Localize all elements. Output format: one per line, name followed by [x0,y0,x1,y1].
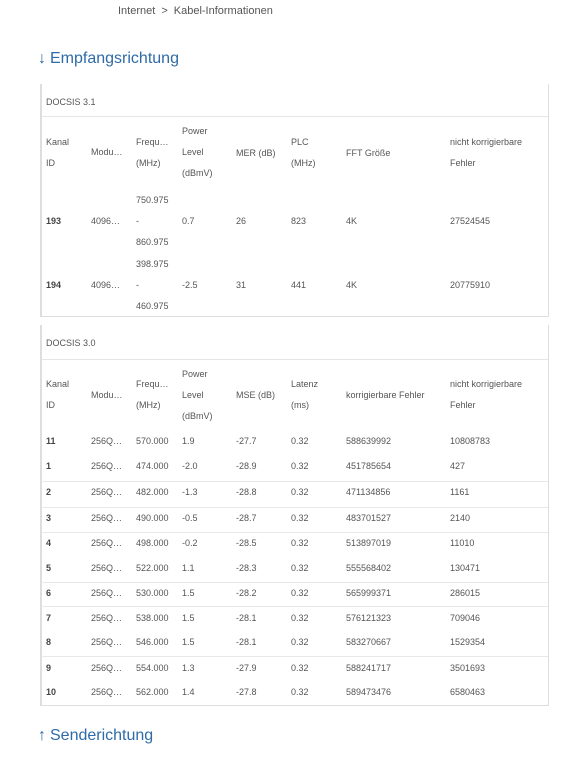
table-cell-latency: 0.32 [291,513,309,523]
docsis30-title-divider [41,359,548,360]
table-cell-id: 193 [46,216,62,226]
table-cell-id: 2 [46,487,52,497]
table-cell-uncorrectable: 427 [450,461,466,471]
breadcrumb [118,5,273,17]
table-cell-power: 0.7 [182,216,195,226]
table-cell-latency: 0.32 [291,436,309,446]
downstream-heading[interactable] [38,50,179,68]
table-cell-id: 194 [46,280,62,290]
table-cell-id: 3 [46,513,52,523]
header-kanal-id: Kanal ID [46,379,70,410]
table-cell-frequency: 554.000 [136,663,169,673]
table-cell-mse: -27.7 [236,436,257,446]
table-cell-power: 1.1 [182,563,195,573]
table-cell-modulation: 256Q… [91,461,123,471]
table-cell-correctable: 588639992 [346,436,392,446]
row-divider [41,656,548,657]
table-cell-uncorrectable: 11010 [450,538,475,548]
table-cell-id: 9 [46,663,52,673]
table-cell-mer: 26 [236,216,247,226]
table-cell-power: -2.5 [182,280,198,290]
table-cell-modulation: 4096… [91,216,121,226]
docsis31-title: DOCSIS 3.1 [46,97,96,107]
table-cell-frequency: 750.975 - 860.975 [136,195,169,247]
table-cell-power: 1.5 [182,637,195,647]
table-cell-mse: -28.3 [236,563,257,573]
docsis30-panel [40,325,549,706]
table-cell-power: 1.5 [182,613,195,623]
row-divider [41,481,548,482]
table-cell-power: -2.0 [182,461,198,471]
header-frequency: Frequ… (MHz) [136,379,169,410]
table-cell-uncorrectable: 20775910 [450,280,491,290]
table-cell-modulation: 256Q… [91,538,123,548]
table-cell-latency: 0.32 [291,538,309,548]
table-cell-frequency: 522.000 [136,563,169,573]
table-cell-modulation: 256Q… [91,436,123,446]
table-cell-mse: -28.1 [236,613,257,623]
table-cell-uncorrectable: 2140 [450,513,471,523]
table-cell-modulation: 256Q… [91,487,123,497]
header-plc: PLC (MHz) [291,137,316,168]
table-cell-mse: -27.9 [236,663,257,673]
table-cell-modulation: 256Q… [91,588,123,598]
upstream-heading-label: Senderichtung [50,727,154,744]
table-cell-power: 1.4 [182,687,195,697]
table-cell-modulation: 256Q… [91,687,123,697]
table-cell-correctable: 589473476 [346,687,392,697]
table-cell-frequency: 498.000 [136,538,169,548]
table-cell-id: 8 [46,637,52,647]
table-cell-correctable: 555568402 [346,563,392,573]
breadcrumb-internet[interactable]: Internet [118,5,156,17]
row-divider [41,532,548,533]
header-mse: MSE (dB) [236,390,276,400]
docsis31-panel [40,84,549,317]
table-cell-latency: 0.32 [291,461,309,471]
table-cell-modulation: 256Q… [91,663,123,673]
table-cell-id: 11 [46,436,56,446]
table-cell-modulation: 256Q… [91,563,123,573]
row-divider [41,582,548,583]
table-cell-frequency: 490.000 [136,513,169,523]
breadcrumb-separator: > [161,5,168,17]
breadcrumb-current: Kabel-Informationen [173,5,273,17]
table-cell-power: 1.3 [182,663,195,673]
downstream-heading-label: Empfangsrichtung [50,50,179,67]
header-uncorrectable: nicht korrigierbare Fehler [450,379,523,410]
table-cell-uncorrectable: 27524545 [450,216,491,226]
header-latency: Latenz (ms) [291,379,319,410]
table-cell-uncorrectable: 6580463 [450,687,486,697]
table-cell-latency: 0.32 [291,588,309,598]
table-cell-id: 6 [46,588,52,598]
header-uncorrectable: nicht korrigierbare Fehler [450,137,523,168]
header-fft: FFT Größe [346,148,391,158]
table-cell-mse: -28.8 [236,487,257,497]
table-cell-power: -0.5 [182,513,198,523]
table-cell-id: 7 [46,613,52,623]
upstream-heading[interactable] [38,727,153,745]
table-cell-latency: 0.32 [291,637,309,647]
table-cell-mse: -28.2 [236,588,257,598]
table-cell-correctable: 583270667 [346,637,392,647]
table-cell-power: -1.3 [182,487,198,497]
row-divider [41,606,548,607]
header-modulation: Modu… [91,147,123,157]
table-cell-fft: 4K [346,216,358,226]
table-cell-correctable: 588241717 [346,663,392,673]
header-correctable: korrigierbare Fehler [346,390,425,400]
table-cell-correctable: 513897019 [346,538,392,548]
header-frequency: Frequ… (MHz) [136,137,169,168]
table-cell-id: 10 [46,687,57,697]
table-cell-latency: 0.32 [291,663,309,673]
table-cell-power: 1.5 [182,588,195,598]
table-cell-mse: -28.7 [236,513,257,523]
table-cell-latency: 0.32 [291,613,309,623]
table-cell-mse: -27.8 [236,687,257,697]
table-cell-uncorrectable: 709046 [450,613,481,623]
docsis31-title-divider [41,116,548,117]
table-cell-correctable: 576121323 [346,613,392,623]
table-cell-modulation: 256Q… [91,613,123,623]
docsis30-title: DOCSIS 3.0 [46,338,96,348]
header-power-level: Power Level (dBmV) [182,126,213,178]
table-cell-plc: 441 [291,280,307,290]
header-mer: MER (dB) [236,148,276,158]
table-cell-correctable: 471134856 [346,487,391,497]
table-cell-mse: -28.1 [236,637,257,647]
table-cell-correctable: 451785654 [346,461,392,471]
arrow-down-icon: ↓ [38,50,46,67]
table-cell-modulation: 4096… [91,280,121,290]
table-cell-latency: 0.32 [291,487,309,497]
table-cell-frequency: 562.000 [136,687,169,697]
table-cell-modulation: 256Q… [91,637,123,647]
table-cell-frequency: 538.000 [136,613,169,623]
table-cell-uncorrectable: 3501693 [450,663,486,673]
header-modulation: Modu… [91,390,123,400]
table-cell-mer: 31 [236,280,247,290]
table-cell-uncorrectable: 10808783 [450,436,491,446]
table-cell-mse: -28.9 [236,461,257,471]
table-cell-latency: 0.32 [291,687,309,697]
table-cell-frequency: 530.000 [136,588,169,598]
table-cell-uncorrectable: 130471 [450,563,481,573]
table-cell-uncorrectable: 1529354 [450,637,486,647]
table-cell-uncorrectable: 286015 [450,588,481,598]
table-cell-fft: 4K [346,280,358,290]
table-cell-id: 1 [46,461,52,471]
table-cell-frequency: 546.000 [136,637,169,647]
arrow-up-icon: ↑ [38,727,46,744]
table-cell-plc: 823 [291,216,307,226]
table-cell-id: 4 [46,538,52,548]
table-cell-power: -0.2 [182,538,198,548]
table-cell-power: 1.9 [182,436,195,446]
table-cell-frequency: 482.000 [136,487,169,497]
table-cell-frequency: 398.975 - 460.975 [136,259,169,311]
header-power-level: Power Level (dBmV) [182,369,213,421]
row-divider [41,507,548,508]
table-cell-correctable: 483701527 [346,513,392,523]
table-cell-id: 5 [46,563,52,573]
table-cell-frequency: 474.000 [136,461,169,471]
header-kanal-id: Kanal ID [46,137,70,168]
table-cell-modulation: 256Q… [91,513,123,523]
table-cell-uncorrectable: 1161 [450,487,470,497]
table-cell-latency: 0.32 [291,563,309,573]
table-cell-mse: -28.5 [236,538,257,548]
table-cell-frequency: 570.000 [136,436,169,446]
table-cell-correctable: 565999371 [346,588,392,598]
